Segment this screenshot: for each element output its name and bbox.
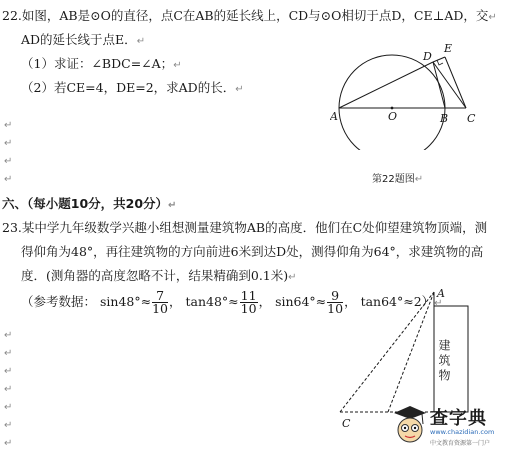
empty-line-mark: ↵ bbox=[4, 402, 13, 413]
center-point bbox=[391, 107, 394, 110]
empty-line-mark: ↵ bbox=[4, 156, 13, 167]
label-b: B bbox=[440, 112, 449, 125]
line-ad bbox=[339, 62, 433, 108]
empty-line-mark: ↵ bbox=[4, 366, 13, 377]
mascot-icon bbox=[392, 404, 428, 448]
logo-watermark bbox=[392, 400, 507, 452]
q22-line1: 22.如图，AB是⊙O的直径，点C在AB的延长线上，CD与⊙O相切于点D，CE⊥AD，交↵ bbox=[2, 8, 497, 23]
empty-line-mark: ↵ bbox=[4, 384, 13, 395]
label-o: O bbox=[388, 110, 398, 123]
ref-sin64: sin64°≈ $\frac{9}{10}$ ， bbox=[275, 288, 357, 316]
empty-line-mark: ↵ bbox=[4, 138, 13, 149]
figure-22-caption: 第22题图↵ bbox=[372, 174, 424, 185]
empty-line-mark: ↵ bbox=[4, 120, 13, 131]
q22-line2: AD的延长线于点E．↵ bbox=[21, 32, 146, 47]
logo-url: www.chazidian.com bbox=[430, 428, 495, 436]
label-a: A bbox=[437, 287, 445, 300]
sight-line-c bbox=[340, 292, 434, 412]
line-de bbox=[433, 57, 445, 62]
label-c: C bbox=[342, 417, 351, 430]
right-angle-mark bbox=[437, 60, 443, 65]
sight-line-d bbox=[388, 292, 434, 412]
empty-line-mark: ↵ bbox=[4, 348, 13, 359]
q22-part2: （2）若CE=4，DE=2，求AD的长．↵ bbox=[21, 80, 244, 95]
section-heading: 六、（每小题10分，共20分）↵ bbox=[2, 196, 177, 211]
label-c: C bbox=[467, 112, 476, 125]
q23-line3: 度．(测角器的高度忽略不计，结果精确到0.1米)↵ bbox=[21, 268, 297, 283]
empty-line-mark: ↵ bbox=[4, 330, 13, 341]
q23-line1: 23.某中学九年级数学兴趣小组想测量建筑物AB的高度．他们在C处仰望建筑物顶端，测 bbox=[2, 220, 488, 235]
ref-tan48: tan48°≈ $\frac{11}{10}$ ， bbox=[185, 288, 272, 316]
building-label: 建筑物 bbox=[437, 339, 451, 384]
logo-tagline: 中文教育资源第一门户 bbox=[430, 440, 491, 447]
q23-line2: 得仰角为48°，再往建筑物的方向前进6米到达D处，测得仰角为64°，求建筑物的高 bbox=[21, 244, 484, 259]
ref-sin48: sin48°≈ $\frac{7}{10}$ ， bbox=[100, 288, 182, 316]
reference-data: （参考数据： sin48°≈ $\frac{7}{10}$ ， tan48°≈ $\frac{11}{10}$ ， sin64°≈ $\frac{9}{10}$ ， tan64°≈2）↵ bbox=[21, 288, 443, 316]
empty-line-mark: ↵ bbox=[4, 438, 13, 449]
ref-tan64: tan64°≈2） bbox=[360, 294, 435, 309]
logo-title: 查字典 bbox=[430, 408, 487, 429]
label-d: D bbox=[423, 50, 432, 63]
circle-o bbox=[339, 55, 445, 150]
figure-22 bbox=[330, 40, 490, 150]
empty-line-mark: ↵ bbox=[4, 420, 13, 431]
label-e: E bbox=[444, 42, 453, 55]
label-a: A bbox=[330, 110, 338, 123]
q22-part1: （1）求证：∠BDC=∠A；↵ bbox=[21, 56, 182, 71]
empty-line-mark: ↵ bbox=[4, 174, 13, 185]
line-db bbox=[433, 62, 445, 108]
